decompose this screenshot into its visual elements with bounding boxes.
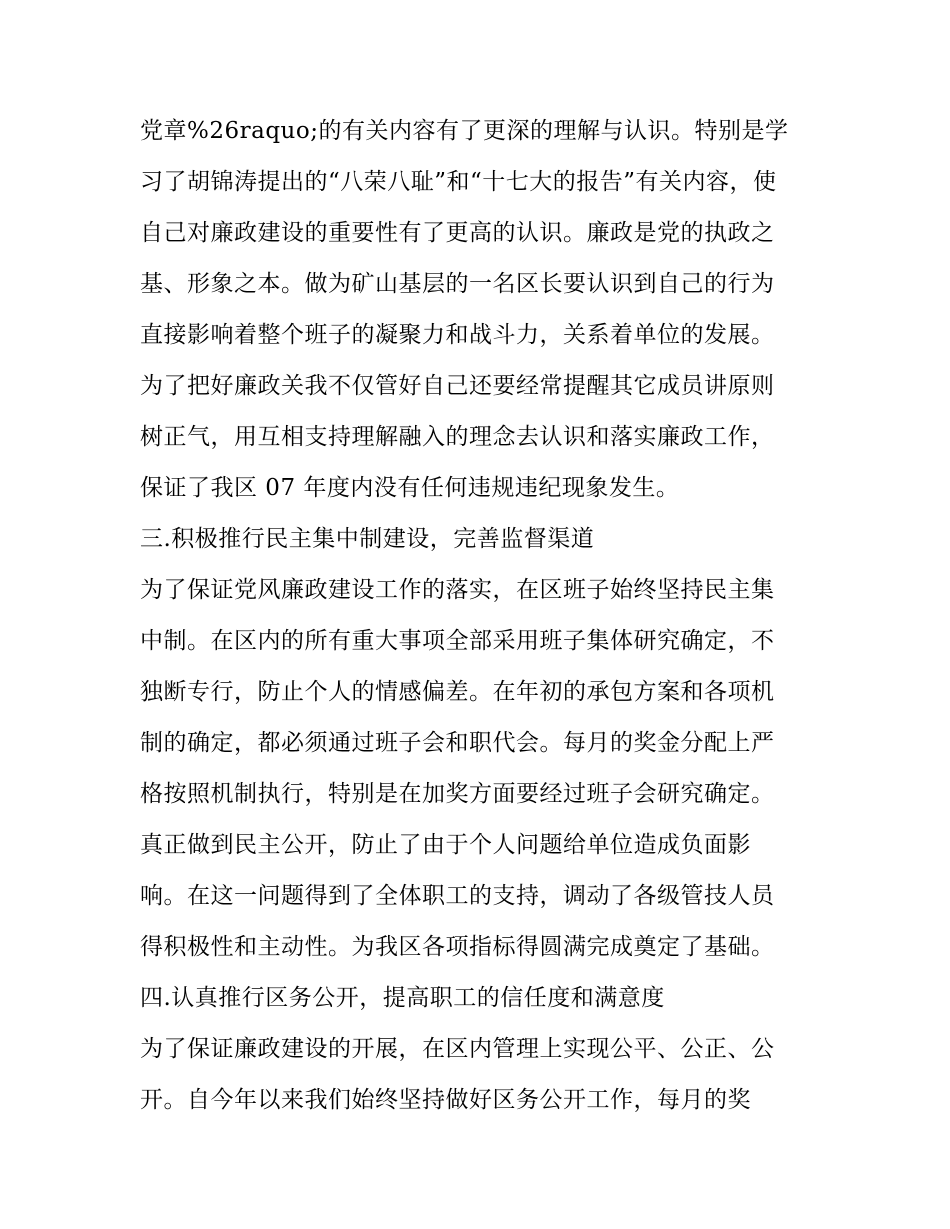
text-line: 响。在这一问题得到了全体职工的支持，调动了各级管技人员 — [140, 883, 775, 909]
text-line: 得积极性和主动性。为我区各项指标得圆满完成奠定了基础。 — [140, 934, 775, 960]
text-line: 制的确定，都必须通过班子会和职代会。每月的奖金分配上严 — [140, 730, 775, 756]
text-line: 基、形象之本。做为矿山基层的一名区长要认识到自己的行为 — [140, 271, 775, 297]
section-heading: 三.积极推行民主集中制建设，完善监督渠道 — [140, 526, 595, 552]
text-line: 保证了我区 07 年度内没有任何违规违纪现象发生。 — [140, 475, 680, 501]
text-line: 开。自今年以来我们始终坚持做好区务公开工作，每月的奖 — [140, 1087, 751, 1113]
text-line: 真正做到民主公开，防止了由于个人问题给单位造成负面影 — [140, 832, 751, 858]
text-line: 格按照机制执行，特别是在加奖方面要经过班子会研究确定。 — [140, 781, 775, 807]
text-line: 为了保证廉政建设的开展，在区内管理上实现公平、公正、公 — [140, 1036, 775, 1062]
text-line: 习了胡锦涛提出的“八荣八耻”和“十七大的报告”有关内容，使 — [140, 169, 777, 195]
text-line: 为了把好廉政关我不仅管好自己还要经常提醒其它成员讲原则 — [140, 373, 775, 399]
text-line: 党章%26raquo;的有关内容有了更深的理解与认识。特别是学 — [140, 118, 789, 144]
document-body — [140, 106, 820, 1126]
text-line: 直接影响着整个班子的凝聚力和战斗力，关系着单位的发展。 — [140, 322, 775, 348]
section-heading: 四.认真推行区务公开，提高职工的信任度和满意度 — [140, 985, 665, 1011]
text-line: 自己对廉政建设的重要性有了更高的认识。廉政是党的执政之 — [140, 220, 775, 246]
text-line: 中制。在区内的所有重大事项全部采用班子集体研究确定，不 — [140, 628, 775, 654]
text-line: 树正气，用互相支持理解融入的理念去认识和落实廉政工作， — [140, 424, 775, 450]
text-line: 独断专行，防止个人的情感偏差。在年初的承包方案和各项机 — [140, 679, 775, 705]
text-line: 为了保证党风廉政建设工作的落实，在区班子始终坚持民主集 — [140, 577, 775, 603]
